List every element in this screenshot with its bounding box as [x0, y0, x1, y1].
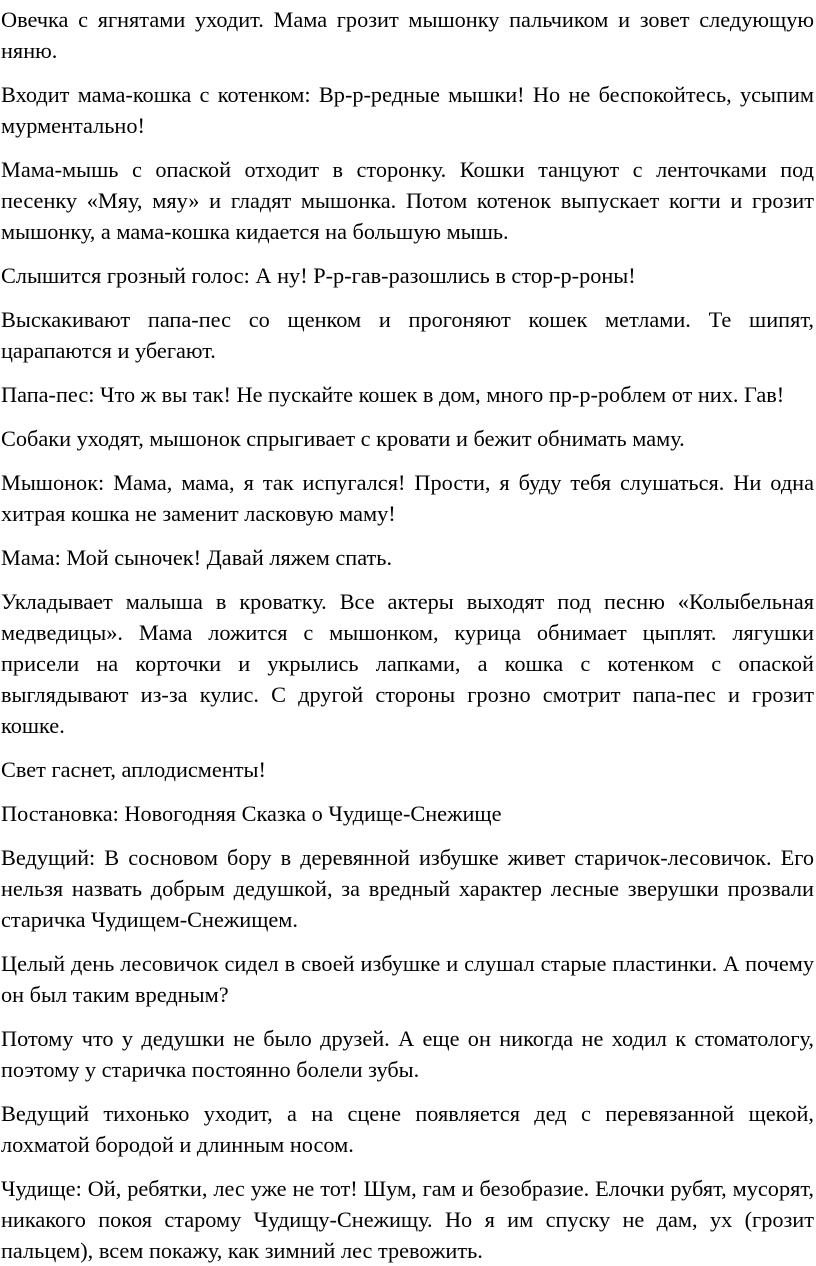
paragraph: Укладывает малыша в кроватку. Все актеры выходят под песню «Колыбельная медведицы». Мама ложится с мышонком, курица обнимает цыплят. лягушки присели на корточки и укрылись лапками, а кошка с котенком с опаской выглядывают из-за кулис. С другой стороны грозно смотрит папа-пес и грозит кошке. — [1, 589, 814, 738]
paragraph: Ведущий тихонько уходит, а на сцене появляется дед с перевязанной щекой, лохматой бородой и длинным носом. — [1, 1101, 814, 1157]
paragraph: Мама-мышь с опаской отходит в сторонку. Кошки танцуют с ленточками под песенку «Мяу, мяу» и гладят мышонка. Потом котенок выпускает когти и грозит мышонку, а мама-кошка кидается на большую мышь. — [1, 157, 814, 244]
paragraph: Ведущий: В сосновом бору в деревянной избушке живет старичок-лесовичок. Его нельзя назвать добрым дедушкой, за вредный характер лесные зверушки прозвали старичка Чудищем-Снежищем. — [1, 845, 814, 932]
paragraph: Чудище: Ой, ребятки, лес уже не тот! Шум, гам и безобразие. Елочки рубят, мусорят, никакого покоя старому Чудищу-Снежищу. Но я им спуску не дам, ух (грозит пальцем), всем покажу, как зимний лес тревожить. — [1, 1176, 814, 1263]
paragraph: Свет гаснет, аплодисменты! — [1, 757, 266, 782]
paragraph: Целый день лесовичок сидел в своей избушке и слушал старые пластинки. А почему он был таким вредным? — [1, 951, 814, 1007]
paragraph: Входит мама-кошка с котенком: Вр-р-редные мышки! Но не беспокойтесь, усыпим мурментально! — [1, 82, 814, 138]
paragraph: Мышонок: Мама, мама, я так испугался! Прости, я буду тебя слушаться. Ни одна хитрая кошка не заменит ласковую маму! — [1, 470, 814, 526]
paragraph: Потому что у дедушки не было друзей. А еще он никогда не ходил к стоматологу, поэтому у старичка постоянно болели зубы. — [1, 1026, 814, 1082]
paragraph: Овечка с ягнятами уходит. Мама грозит мышонку пальчиком и зовет следующую няню. — [1, 7, 814, 63]
section-title: Постановка: Новогодняя Сказка о Чудище-Снежище — [1, 801, 502, 826]
paragraph: Папа-пес: Что ж вы так! Не пускайте кошек в дом, много пр-р-роблем от них. Гав! — [1, 382, 785, 407]
paragraph: Собаки уходят, мышонок спрыгивает с кровати и бежит обнимать маму. — [1, 426, 685, 451]
paragraph: Мама: Мой сыночек! Давай ляжем спать. — [1, 545, 393, 570]
paragraph: Слышится грозный голос: А ну! Р-р-гав-разошлись в стор-р-роны! — [1, 263, 636, 288]
paragraph: Выскакивают папа-пес со щенком и прогоняют кошек метлами. Те шипят, царапаются и убегают. — [1, 307, 814, 363]
